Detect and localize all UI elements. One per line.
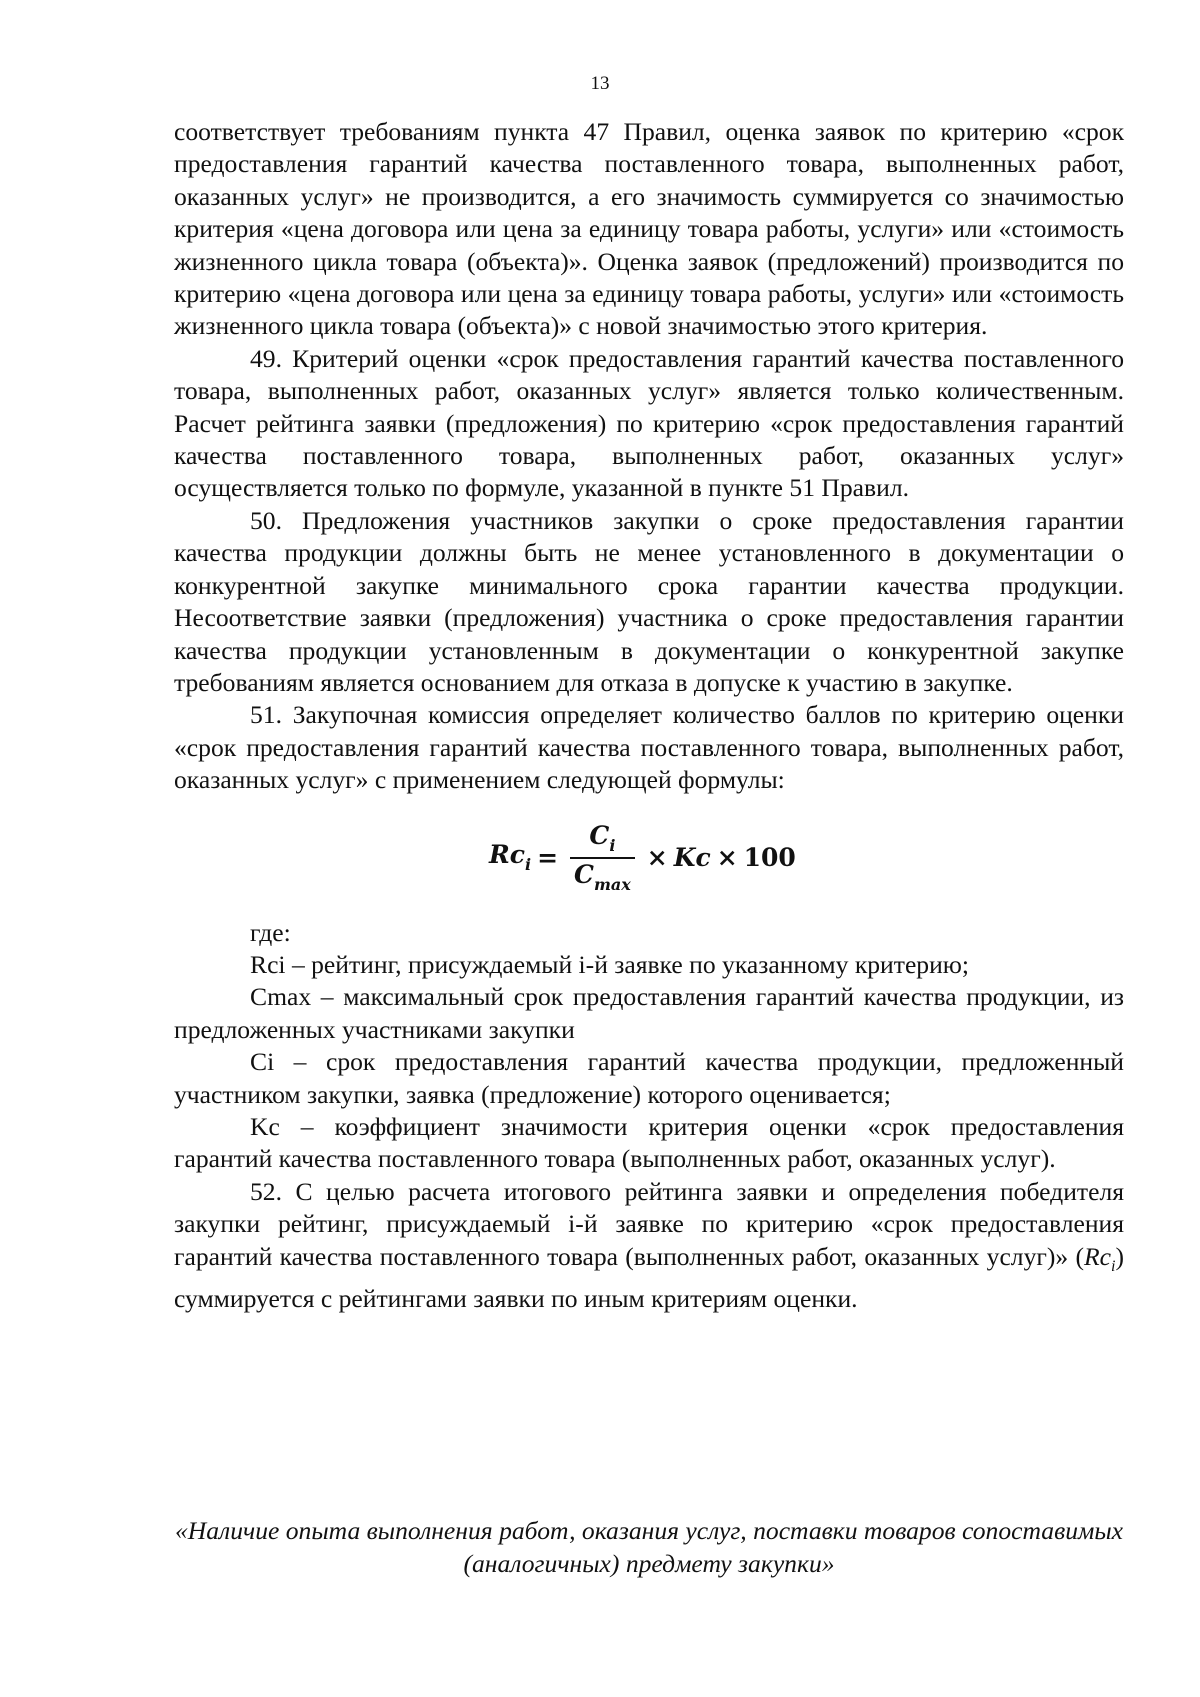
section-heading: «Наличие опыта выполнения работ, оказания услуг, поставки товаров сопоставимых (аналогичных) предмету закупки» (174, 1516, 1124, 1578)
formula-equals: = (537, 843, 559, 873)
formula-block (174, 797, 1124, 917)
body-text (174, 116, 1124, 1316)
paragraph-52: 52. С целью расчета итогового рейтинга заявки и определения победителя закупки рейтинг, присуждаемый i-й заявке по критерию «срок предоставления гарантий качества поставленного товара (выполненных работ, оказанных услуг)» $(Rc_i)$ суммируется с рейтингами заявки по иным критериям оценки. (174, 1176, 1124, 1314)
formula-times-1: × (646, 843, 668, 873)
definition-ci: Ci – срок предоставления гарантий качества продукции, предложенный участником закупки, заявка (предложение) которого оценивается; (174, 1047, 1124, 1109)
formula-constant: 100 (743, 843, 796, 873)
paragraph-50: 50. Предложения участников закупки о сроке предоставления гарантии качества продукции должны быть не менее установленного в документации о конкурентной закупке минимального срока гарантии качества продукции. Несоответствие заявки (предложения) участника о сроке предоставления гарантии качества продукции установленным в документации о конкурентной закупке требованиям является основанием для отказа в допуске к участию в закупке. (174, 505, 1124, 697)
page-number: 13 (590, 73, 610, 94)
definition-kc: Kc – коэффициент значимости критерия оценки «срок предоставления гарантий качества поставленного товара (выполненных работ, оказанных услуг). (174, 1111, 1124, 1174)
paragraph-continuation: соответствует требованиям пункта 47 Правил, оценка заявок по критерию «срок предоставления гарантий качества поставленного товара, выполненных работ, оказанных услуг» не производится, а его значимость суммируется со значимостью критерия «цена договора или цена за единицу товара работы, услуги» или «стоимость жизненного цикла товара (объекта)». Оценка заявок (предложений) производится по критерию «цена договора или цена за единицу товара работы, услуги» или «стоимость жизненного цикла товара (объекта)» с новой значимостью этого критерия. (174, 117, 1124, 341)
formula-numerator: $C_i$ (589, 820, 616, 855)
paragraph-51: 51. Закупочная комиссия определяет количество баллов по критерию оценки «срок предоставления гарантий качества поставленного товара, выполненных работ, оказанных услуг» с применением следующей формулы: (174, 700, 1124, 795)
definition-cmax: Cmax – максимальный срок предоставления гарантий качества продукции, из предложенных участниками закупки (174, 982, 1124, 1044)
formula-factor: Kc (673, 843, 711, 873)
formula-denominator: $C_{max}$ (570, 857, 635, 893)
definition-rci: Rci – рейтинг, присуждаемый i-й заявке по указанному критерию; (250, 949, 970, 979)
formula-times-2: × (716, 843, 738, 873)
rating-formula (489, 815, 796, 901)
formula-fraction (570, 820, 635, 894)
formula-lhs: $Rc_i$ (489, 840, 532, 875)
paragraph-49: 49. Критерий оценки «срок предоставления гарантий качества поставленного товара, выполненных работ, оказанных услуг» является только количественным. Расчет рейтинга заявки (предложения) по критерию «срок предоставления гарантий качества поставленного товара, выполненных работ, оказанных услуг» осуществляется только по формуле, указанной в пункте 51 Правил. (174, 343, 1124, 503)
where-label: где: (250, 917, 291, 947)
